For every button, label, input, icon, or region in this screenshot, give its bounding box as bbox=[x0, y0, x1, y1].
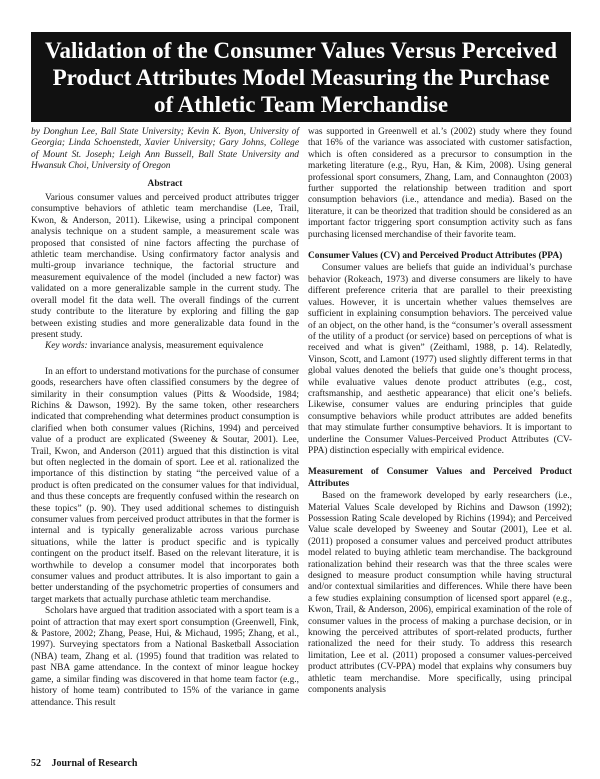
keywords-label: Key words: bbox=[45, 341, 88, 352]
keywords-line bbox=[31, 341, 299, 352]
abstract-heading: Abstract bbox=[147, 178, 183, 189]
page-footer bbox=[31, 758, 331, 770]
section-body: Consumer values are beliefs that guide an individual’s purchase behavior (Rokeach, 1973) and diverse consumers are likely to have different preference criteria that are parallel to their preexisting values. However, it is uncertain whether values themselves are sufficient in explaining consumption behaviors. The perceived value of an object, on the other hand, is the “consumer’s overall assessment of the utility of a product (or service) based on perceptions of what is received and what is given” (Zeithaml, 1988, p. 14). Relatedly, Vinson, Scott, and Lamont (1977) used slightly different terms in that global values denoted the beliefs that guide one’s thought process, while evaluative values denote product attributes (e.g., cost, craftsmanship, and aesthetic appearance) that elicit one’s beliefs. Likewise, consumer values are enduring principles that guide consumptive behaviors while product attributes are added benefits that may stimulate further consumptive behaviors. It is important to underline the Consumer Values-Perceived Product Attributes (CV-PPA) distinction especially with empirical evidence. bbox=[308, 263, 572, 456]
right-column bbox=[308, 127, 572, 697]
abstract-body: Various consumer values and perceived product attributes trigger consumptive behaviors of athletic team merchandise (Lee, Trail, Kwon, & Anderson, 2011). Likewise, using a principal component analysis technique on a student sample, a measurement scale was proposed that consisted of nine factors affecting the purchase of athletic team merchandise. Using confirmatory factor analysis and multi-group invariance technique, the factorial structure and measurement equivalence of the model (included a new factor) was validated on a more generalizable sample in the current study. The overall model fit the data well. The overall findings of the current study contribute to the literature by exploring and filling the gap between existing studies and more generalizable data found in the present study. bbox=[31, 193, 299, 340]
body-paragraph: In an effort to understand motivations for the purchase of consumer goods, researchers have often classified consumers by the degree of similarity in their consumption values (Pitts & Woodside, 1984; Richins & Dawson, 1992). By the same token, other researchers indicated that comprehending what determines product consumption is clarified when both consumer values (Richins, 1994) and perceived value of a product are explicated (Sweeney & Soutar, 2001). Lee, Trail, Kwon, and Anderson (2011) argued that this distinction is vital but often neglected in the domain of sport. Lee et al. rationalized the importance of this distinction by stating “the perceived value of a product is often predicated on the consumer values for that individual, and thus these concepts are frequently confused within the research on these topics” (p. 90). They used additional schemes to distinguish consumer values from perceived product attributes in that the former is internal and is typically generalizable across various purchase situations, while the latter is product specific and is typically contingent on the product itself. Based on the relevant literature, it is worthwhile to develop a consumer model that incorporates both consumer values and product attributes. It is also important to gain a better understanding of the psychometric properties of consumers and target markets that actually purchase athletic team merchandise. bbox=[31, 366, 299, 605]
author-list: by Donghun Lee, Ball State University; Kevin K. Byon, University of Georgia; Linda Schoenstedt, Xavier University; Gary Johns, College of Mount St. Joseph; Leigh Ann Bussell, Ball State University and Hwansuk Choi, University of Oregon bbox=[31, 127, 299, 172]
article-title: Validation of the Consumer Values Versus Perceived Product Attributes Model Measuring the Purchase of Athletic Team Merchandise bbox=[44, 37, 557, 117]
left-column bbox=[31, 127, 299, 709]
section-heading: Measurement of Consumer Values and Perceived Product Attributes bbox=[308, 467, 572, 489]
abstract-spacer bbox=[31, 353, 299, 367]
section-body: Based on the framework developed by early researchers (i.e., Material Values Scale developed by Richins and Dawson (1992); Possession Rating Scale developed by Richins (1994); and Perceived Value scale developed by Sweeney and Soutar (2001), Lee et al. (2011) proposed a consumer values and perceived product attributes model related to buying athletic team merchandise. The background rationalization behind their research was that the three scales were designed to measure product consumption while having structural and/or contextual similarities and differences. While there have been a few studies explaining consumption of licensed sport apparel (e.g., Kwon, Trail, & Anderson, 2006), empirical examination of the role of consumer values in the process of making a purchase decision, or in knowing the perceived attributes of sport-related products, further rationalized the need for their study. To address this research limitation, Lee et al. (2011) proposed a consumer values-perceived product attributes (CV-PPA) model that explains why consumers buy athletic team merchandise. More specifically, using principal components analysis bbox=[308, 491, 572, 696]
journal-name: Journal of Research bbox=[51, 758, 138, 769]
page-number: 52 bbox=[31, 758, 41, 769]
body-paragraph: Scholars have argued that tradition associated with a sport team is a point of attraction that may exert sport consumption (Greenwell, Fink, & Pastore, 2002; Zhang, Pease, Hui, & Michaud, 1995; Zhang, et al., 1997). Surveying spectators from a National Basketball Association (NBA) team, Zhang et al. (1995) found that tradition was related to past NBA game attendance. In the context of minor league hockey game, a similar finding was discovered in that home team factor (e.g., history of home team) contributed to 15% of the variance in game attendance. This result bbox=[31, 606, 299, 708]
keywords-text: invariance analysis, measurement equivalence bbox=[89, 341, 264, 352]
body-paragraph-continued: was supported in Greenwell et al.’s (2002) study where they found that 16% of the variance was associated with customer satisfaction, which is often considered as a precursor to consumption in the marketing literature (e.g., Ryu, Han, & Kim, 2008). Using general professional sport consumers, Zhang, Lam, and Connaughton (2003) further supported the relationship between tradition and sport consumption behaviors (i.e., attendance and media). Based on the literature, it can be theorized that tradition should be considered as an important factor triggering sport consumption activity such as fans purchasing licensed merchandise of their favorite team. bbox=[308, 127, 572, 240]
section-heading: Consumer Values (CV) and Perceived Product Attributes (PPA) bbox=[308, 251, 563, 262]
title-banner bbox=[31, 32, 571, 122]
